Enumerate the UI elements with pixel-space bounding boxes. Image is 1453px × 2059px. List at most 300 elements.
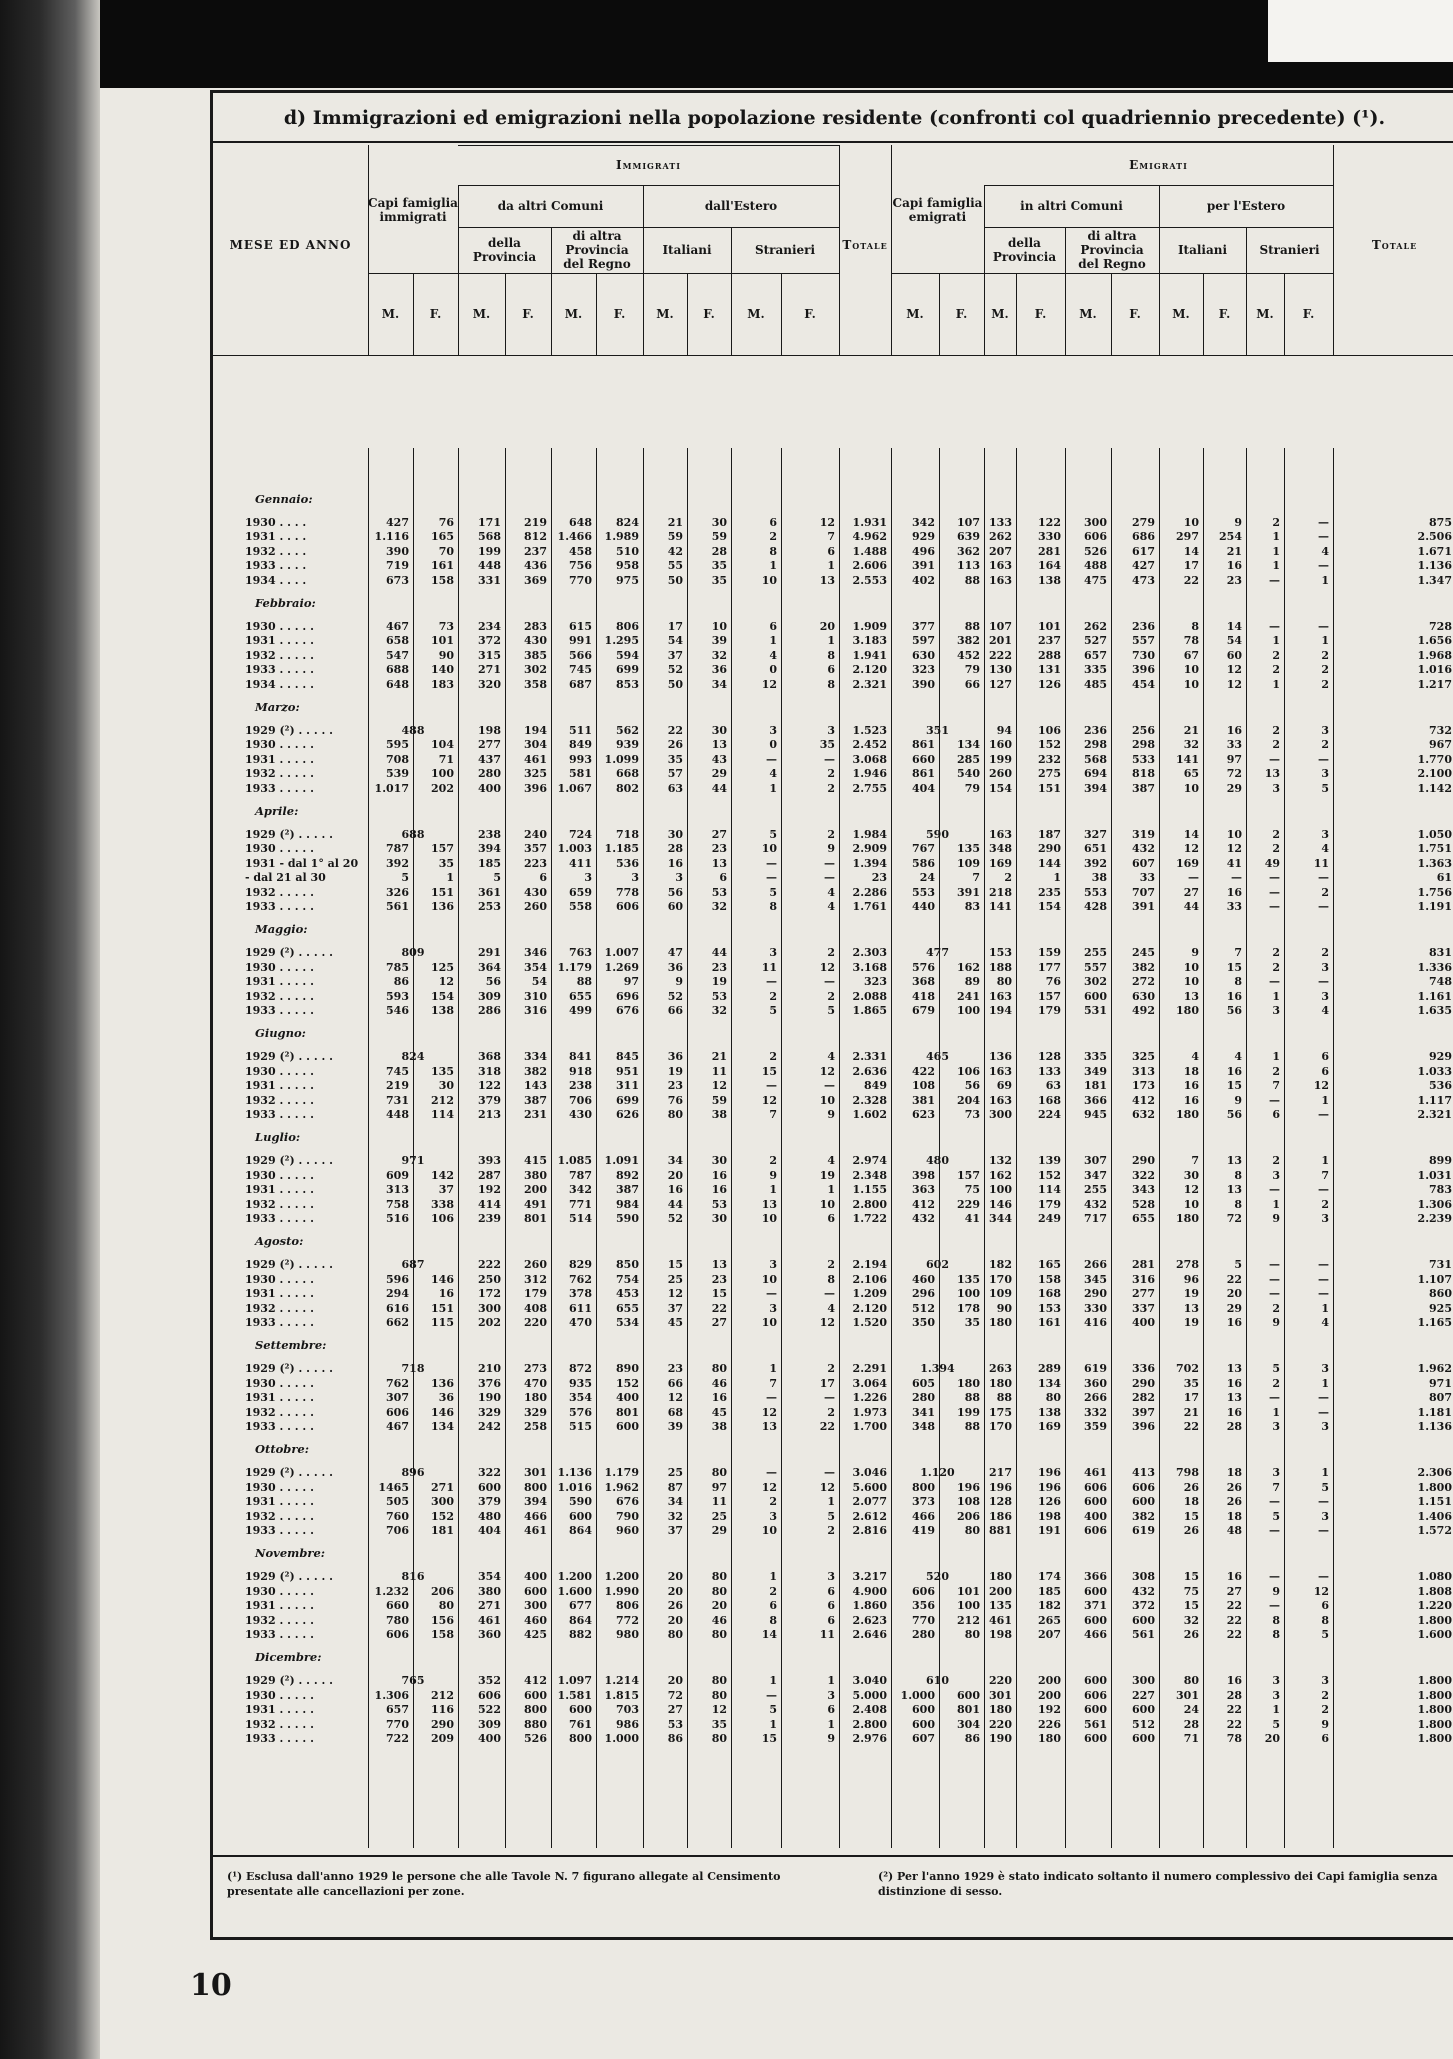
table-cell: 382 xyxy=(524,1064,547,1078)
table-cell: 199 xyxy=(989,752,1012,766)
table-cell: 491 xyxy=(524,1197,547,1211)
table-cell: 334 xyxy=(524,1050,547,1064)
table-cell: 658 xyxy=(386,634,409,648)
table-cell: 65 xyxy=(1183,767,1199,781)
table-cell: 282 xyxy=(1132,1391,1155,1405)
table-cell: 275 xyxy=(1038,767,1061,781)
row-year: 1930 . . . . . xyxy=(245,960,314,974)
table-cell: 16 xyxy=(1226,1674,1242,1688)
table-cell: 163 xyxy=(989,1093,1012,1107)
table-cell: — xyxy=(824,1287,835,1301)
table-cell: 80 xyxy=(711,1570,727,1584)
table-cell: 531 xyxy=(1084,1004,1107,1017)
table-cell: — xyxy=(766,975,777,989)
table-cell: 332 xyxy=(1084,1405,1107,1419)
table-cell: 313 xyxy=(386,1183,409,1197)
table-cell: 539 xyxy=(386,767,409,781)
table-cell: 27 xyxy=(1183,885,1199,899)
table-cell: 30 xyxy=(711,516,727,529)
table-cell: 2.612 xyxy=(852,1509,887,1523)
table-cell: — xyxy=(1269,1391,1280,1405)
table-cell: 229 xyxy=(957,1197,980,1211)
table-cell: 26 xyxy=(1226,1495,1242,1509)
table-cell: 899 xyxy=(1429,1154,1452,1168)
table-cell: — xyxy=(766,856,777,870)
table-cell: 1.080 xyxy=(1417,1570,1452,1584)
table-cell: 180 xyxy=(1038,1732,1061,1745)
table-cell: 748 xyxy=(1429,975,1452,989)
month-label: Ottobre: xyxy=(255,1442,309,1457)
table-cell: 4 xyxy=(827,885,835,899)
table-cell: 849 xyxy=(864,1079,887,1093)
table-cell: 4 xyxy=(827,1154,835,1168)
table-cell: 2.286 xyxy=(852,885,887,899)
table-cell: 204 xyxy=(957,1093,980,1107)
table-cell: 39 xyxy=(667,1420,683,1433)
table-cell: 198 xyxy=(478,724,501,737)
table-cell: 590 xyxy=(569,1495,592,1509)
table-cell: 272 xyxy=(1132,975,1155,989)
table-cell: 3.068 xyxy=(852,752,887,766)
table-cell: 337 xyxy=(1132,1301,1155,1315)
table-cell: 73 xyxy=(438,620,454,633)
table-cell: — xyxy=(1318,1391,1329,1405)
table-cell: 20 xyxy=(1226,1287,1242,1301)
table-cell: 26 xyxy=(667,1599,683,1613)
table-cell: 169 xyxy=(1038,1420,1061,1433)
table-cell: 2 xyxy=(827,989,835,1003)
table-cell: 394 xyxy=(478,842,501,856)
table-cell: 461 xyxy=(524,1524,547,1537)
row-year: 1932 . . . . . xyxy=(245,1509,314,1523)
table-cell: 10 xyxy=(1226,828,1242,841)
table-cell: 16 xyxy=(1226,989,1242,1003)
footnote-1: (¹) Esclusa dall'anno 1929 le persone che alle Tavole N. 7 figurano allegate al Censimento presentate alle cancellazioni per zone. xyxy=(227,1870,781,1898)
table-cell: 266 xyxy=(1084,1391,1107,1405)
table-cell: 79 xyxy=(964,663,980,677)
table-cell: 1.200 xyxy=(604,1570,639,1584)
table-cell: 165 xyxy=(431,530,454,544)
table-cell: 5 xyxy=(493,871,501,885)
table-cell: 97 xyxy=(623,975,639,989)
table-cell: 413 xyxy=(1132,1466,1155,1480)
month-label: Agosto: xyxy=(255,1234,304,1249)
table-cell: 125 xyxy=(431,960,454,974)
header-in-altri-comuni: in altri Comuni xyxy=(1020,199,1123,213)
table-cell: 718 xyxy=(616,828,639,841)
table-cell: 12 xyxy=(819,1316,835,1329)
table-cell: 207 xyxy=(989,544,1012,558)
table-cell: 473 xyxy=(1132,573,1155,587)
table-cell: 1.962 xyxy=(1417,1362,1452,1376)
table-cell: 19 xyxy=(711,975,727,989)
table-cell: 5 xyxy=(1321,1628,1329,1641)
table-cell: 1.751 xyxy=(1417,842,1452,856)
table-cell: — xyxy=(1269,1258,1280,1272)
table-cell: 5 xyxy=(1321,1480,1329,1494)
table-cell: 106 xyxy=(957,1064,980,1078)
table-cell: 178 xyxy=(957,1301,980,1315)
table-cell: 771 xyxy=(569,1197,592,1211)
table-cell: 19 xyxy=(1183,1287,1199,1301)
table-cell: 606 xyxy=(1084,1524,1107,1537)
table-cell: 467 xyxy=(386,620,409,633)
table-cell: 86 xyxy=(964,1732,980,1745)
table-cell: 1 xyxy=(827,1495,835,1509)
table-cell: 41 xyxy=(1226,856,1242,870)
table-cell: 414 xyxy=(478,1197,501,1211)
table-cell: 1 xyxy=(769,559,777,573)
table-cell: 26 xyxy=(1226,1480,1242,1494)
table-cell: 175 xyxy=(989,1405,1012,1419)
table-cell: 320 xyxy=(478,677,501,691)
table-cell: 169 xyxy=(1176,856,1199,870)
table-cell: 6 xyxy=(769,620,777,633)
table-row xyxy=(213,961,1453,975)
table-cell: 2.974 xyxy=(852,1154,887,1168)
table-cell: 278 xyxy=(1176,1258,1199,1272)
header-m: M. xyxy=(1256,307,1274,321)
table-row xyxy=(213,1198,1453,1212)
table-cell: 21 xyxy=(1183,1405,1199,1419)
table-cell: 2 xyxy=(769,1154,777,1168)
table-cell: 223 xyxy=(524,856,547,870)
table-cell: — xyxy=(824,871,835,885)
table-cell: 10 xyxy=(761,842,777,856)
table-frame xyxy=(210,90,1453,1940)
table-cell: 354 xyxy=(478,1570,501,1584)
table-cell: 381 xyxy=(912,1093,935,1107)
table-cell: 22 xyxy=(1226,1703,1242,1717)
row-year: 1932 . . . . . xyxy=(245,1093,314,1107)
header-immigrati: Immigrati xyxy=(615,158,682,172)
table-cell: 44 xyxy=(711,781,727,795)
table-cell: 213 xyxy=(478,1108,501,1121)
table-cell: 397 xyxy=(1132,1405,1155,1419)
table-row xyxy=(213,1273,1453,1287)
table-cell: 16 xyxy=(711,1168,727,1182)
header-da-altri-comuni: da altri Comuni xyxy=(497,199,604,213)
table-cell: 48 xyxy=(1226,1524,1242,1537)
table-cell: 2 xyxy=(1272,516,1280,529)
table-cell: 68 xyxy=(667,1405,683,1419)
table-cell: 2.909 xyxy=(852,842,887,856)
table-cell: 1.214 xyxy=(604,1674,639,1688)
table-cell: 470 xyxy=(524,1376,547,1390)
table-cell: 488 xyxy=(1084,559,1107,573)
header-vline xyxy=(551,227,552,355)
table-cell: 728 xyxy=(1429,620,1452,633)
table-cell: 3 xyxy=(1272,1688,1280,1702)
table-cell: 1.136 xyxy=(557,1466,592,1480)
table-cell: 352 xyxy=(478,1674,501,1688)
table-cell: 1.946 xyxy=(852,767,887,781)
table-cell: 8 xyxy=(769,544,777,558)
table-cell: 180 xyxy=(989,1703,1012,1717)
table-cell: 23 xyxy=(711,960,727,974)
table-cell: 255 xyxy=(1084,946,1107,960)
table-cell: 1 xyxy=(1321,1301,1329,1315)
table-cell: 7 xyxy=(972,871,980,885)
table-cell: — xyxy=(766,1079,777,1093)
table-cell: 2.303 xyxy=(852,946,887,960)
table-cell: 237 xyxy=(1038,634,1061,648)
header-vline xyxy=(1065,227,1066,355)
row-year: 1933 . . . . . xyxy=(245,1732,314,1745)
table-cell: 44 xyxy=(667,1197,683,1211)
table-cell: 1 xyxy=(1272,1050,1280,1064)
table-cell: 76 xyxy=(1045,975,1061,989)
row-year: 1929 (²) . . . . . xyxy=(245,1466,333,1480)
table-cell: 25 xyxy=(711,1509,727,1523)
table-cell: 100 xyxy=(957,1599,980,1613)
table-cell: 2.553 xyxy=(852,573,887,587)
table-cell: 1 xyxy=(1272,1405,1280,1419)
table-cell: 703 xyxy=(616,1703,639,1717)
table-cell: 10 xyxy=(711,620,727,633)
table-cell: 71 xyxy=(1183,1732,1199,1745)
table-row xyxy=(213,1585,1453,1599)
table-cell: 2.976 xyxy=(852,1732,887,1745)
table-cell: 34 xyxy=(667,1154,683,1168)
table-cell: 73 xyxy=(964,1108,980,1121)
table-cell: 22 xyxy=(1226,1628,1242,1641)
table-cell: 2.100 xyxy=(1417,767,1452,781)
table-cell: 80 xyxy=(438,1599,454,1613)
table-cell: 163 xyxy=(989,828,1012,841)
table-cell: 1.635 xyxy=(1417,1004,1452,1017)
table-cell: 787 xyxy=(386,842,409,856)
table-cell: 237 xyxy=(524,544,547,558)
header-f: F. xyxy=(613,307,626,321)
table-cell: 13 xyxy=(819,573,835,587)
table-cell: — xyxy=(1269,573,1280,587)
table-cell: 984 xyxy=(616,1197,639,1211)
table-cell: 35 xyxy=(438,856,454,870)
table-cell: 16 xyxy=(1183,1079,1199,1093)
table-row xyxy=(213,634,1453,648)
table-cell: 15 xyxy=(1183,1599,1199,1613)
table-cell: 1.336 xyxy=(1417,960,1452,974)
table-cell: 659 xyxy=(569,885,592,899)
table-cell: 1 xyxy=(1272,989,1280,1003)
table-cell: 510 xyxy=(616,544,639,558)
table-cell: 10 xyxy=(1183,1197,1199,1211)
table-cell: 345 xyxy=(1084,1272,1107,1286)
table-cell: 16 xyxy=(1226,1316,1242,1329)
table-cell: 3.217 xyxy=(852,1570,887,1584)
table-cell: 36 xyxy=(667,1050,683,1064)
table-cell: 35 xyxy=(711,559,727,573)
table-cell: 2 xyxy=(827,781,835,795)
table-cell: 1.581 xyxy=(557,1688,592,1702)
table-cell: 188 xyxy=(989,960,1012,974)
table-cell: 402 xyxy=(912,573,935,587)
table-cell: 180 xyxy=(1176,1004,1199,1017)
table-cell: 466 xyxy=(912,1509,935,1523)
table-cell: 20 xyxy=(667,1570,683,1584)
table-cell: 5 xyxy=(1272,1717,1280,1731)
table-cell: 56 xyxy=(485,975,501,989)
header-hline xyxy=(368,273,839,274)
table-cell: 5 xyxy=(401,871,409,885)
table-cell: 32 xyxy=(1183,1613,1199,1627)
table-cell: 14 xyxy=(1183,828,1199,841)
table-cell: — xyxy=(1318,1287,1329,1301)
table-cell: 1.200 xyxy=(557,1570,592,1584)
table-cell: 156 xyxy=(431,1613,454,1627)
table-cell: 351 xyxy=(926,724,949,737)
table-cell: 307 xyxy=(386,1391,409,1405)
table-cell: — xyxy=(824,1466,835,1480)
table-cell: — xyxy=(1188,871,1199,885)
table-cell: 5 xyxy=(769,885,777,899)
table-cell: 1.756 xyxy=(1417,885,1452,899)
table-cell: 6 xyxy=(769,1599,777,1613)
table-cell: 3 xyxy=(1321,1420,1329,1433)
table-cell: 369 xyxy=(524,573,547,587)
table-cell: 1.232 xyxy=(374,1584,409,1598)
table-cell: 9 xyxy=(1272,1212,1280,1225)
table-cell: 266 xyxy=(1084,1258,1107,1272)
table-cell: 19 xyxy=(667,1064,683,1078)
table-cell: 1.136 xyxy=(1417,559,1452,573)
table-cell: 1.107 xyxy=(1417,1272,1452,1286)
table-cell: — xyxy=(1269,885,1280,899)
table-cell: 600 xyxy=(478,1480,501,1494)
table-cell: 132 xyxy=(989,1154,1012,1168)
table-cell: 760 xyxy=(386,1509,409,1523)
table-cell: 2 xyxy=(1272,946,1280,960)
table-cell: 199 xyxy=(478,544,501,558)
table-cell: 1 xyxy=(1272,559,1280,573)
table-cell: 7 xyxy=(1272,1480,1280,1494)
table-cell: — xyxy=(1269,620,1280,633)
table-row xyxy=(213,1495,1453,1509)
scan-dark-top-edge xyxy=(0,0,1453,88)
row-year: 1931 . . . . . xyxy=(245,1703,314,1717)
table-cell: 818 xyxy=(1132,767,1155,781)
table-cell: 22 xyxy=(819,1420,835,1433)
table-cell: 4 xyxy=(1321,842,1329,856)
table-row xyxy=(213,1718,1453,1732)
table-cell: 801 xyxy=(957,1703,980,1717)
table-cell: 158 xyxy=(1038,1272,1061,1286)
table-cell: 425 xyxy=(524,1628,547,1641)
table-cell: 376 xyxy=(478,1376,501,1390)
table-cell: 219 xyxy=(386,1079,409,1093)
table-cell: 2 xyxy=(1321,1688,1329,1702)
table-cell: 590 xyxy=(926,828,949,841)
table-cell: 21 xyxy=(711,1050,727,1064)
table-cell: 557 xyxy=(1084,960,1107,974)
table-cell: 1 xyxy=(769,1717,777,1731)
table-cell: 171 xyxy=(478,516,501,529)
table-cell: 600 xyxy=(1084,1495,1107,1509)
table-row xyxy=(213,1703,1453,1717)
table-cell: 377 xyxy=(912,620,935,633)
table-cell: 35 xyxy=(819,738,835,752)
table-cell: 80 xyxy=(964,1524,980,1537)
table-cell: 699 xyxy=(616,1093,639,1107)
table-cell: 763 xyxy=(569,946,592,960)
table-cell: 290 xyxy=(1084,1287,1107,1301)
table-cell: 52 xyxy=(667,989,683,1003)
row-year: 1929 (²) . . . . . xyxy=(245,1154,333,1168)
table-cell: 207 xyxy=(1038,1628,1061,1641)
table-cell: 163 xyxy=(989,989,1012,1003)
table-cell: 76 xyxy=(667,1093,683,1107)
table-cell: 1 xyxy=(769,1362,777,1376)
table-cell: 41 xyxy=(964,1212,980,1225)
table-cell: 3 xyxy=(769,1509,777,1523)
table-cell: 128 xyxy=(989,1495,1012,1509)
table-cell: 1.217 xyxy=(1417,677,1452,691)
table-cell: 600 xyxy=(524,1584,547,1598)
table-cell: 522 xyxy=(478,1703,501,1717)
table-cell: — xyxy=(766,752,777,766)
table-cell: 400 xyxy=(1084,1509,1107,1523)
table-cell: 342 xyxy=(912,516,935,529)
table-cell: 2.348 xyxy=(852,1168,887,1182)
table-cell: 323 xyxy=(912,663,935,677)
header-vline xyxy=(596,273,597,355)
table-row xyxy=(213,1316,1453,1330)
table-cell: 12 xyxy=(819,1480,835,1494)
table-cell: 1.363 xyxy=(1417,856,1452,870)
table-cell: 1 xyxy=(1321,573,1329,587)
table-cell: 3 xyxy=(769,946,777,960)
table-cell: 606 xyxy=(1084,1688,1107,1702)
table-cell: 10 xyxy=(1183,663,1199,677)
table-cell: 338 xyxy=(431,1197,454,1211)
table-row xyxy=(213,1628,1453,1642)
table-cell: 3 xyxy=(584,871,592,885)
table-cell: 100 xyxy=(957,1287,980,1301)
table-cell: 845 xyxy=(616,1050,639,1064)
table-cell: 1.761 xyxy=(852,900,887,913)
header-f: F. xyxy=(1129,307,1141,321)
table-cell: 801 xyxy=(616,1405,639,1419)
table-cell: 130 xyxy=(989,663,1012,677)
table-cell: 201 xyxy=(989,634,1012,648)
table-cell: 600 xyxy=(912,1703,935,1717)
table-cell: 860 xyxy=(1429,1287,1452,1301)
table-cell: 2 xyxy=(1272,724,1280,737)
notes-rule xyxy=(213,1855,1453,1857)
table-cell: 660 xyxy=(386,1599,409,1613)
table-cell: 7 xyxy=(1321,1168,1329,1182)
table-cell: 676 xyxy=(616,1004,639,1017)
table-row xyxy=(213,574,1453,588)
header-f: F. xyxy=(429,307,442,321)
table-cell: 312 xyxy=(524,1272,547,1286)
table-cell: 191 xyxy=(1038,1524,1061,1537)
table-cell: 2 xyxy=(1321,946,1329,960)
table-cell: 770 xyxy=(386,1717,409,1731)
table-cell: 179 xyxy=(1038,1004,1061,1017)
table-cell: — xyxy=(1318,1524,1329,1537)
table-cell: 363 xyxy=(912,1183,935,1197)
table-cell: 134 xyxy=(1038,1376,1061,1390)
table-cell: 271 xyxy=(478,1599,501,1613)
table-cell: 427 xyxy=(386,516,409,529)
table-cell: 232 xyxy=(1038,752,1061,766)
table-row xyxy=(213,1302,1453,1316)
table-cell: 346 xyxy=(524,946,547,960)
table-cell: 400 xyxy=(616,1391,639,1405)
table-cell: 220 xyxy=(524,1316,547,1329)
